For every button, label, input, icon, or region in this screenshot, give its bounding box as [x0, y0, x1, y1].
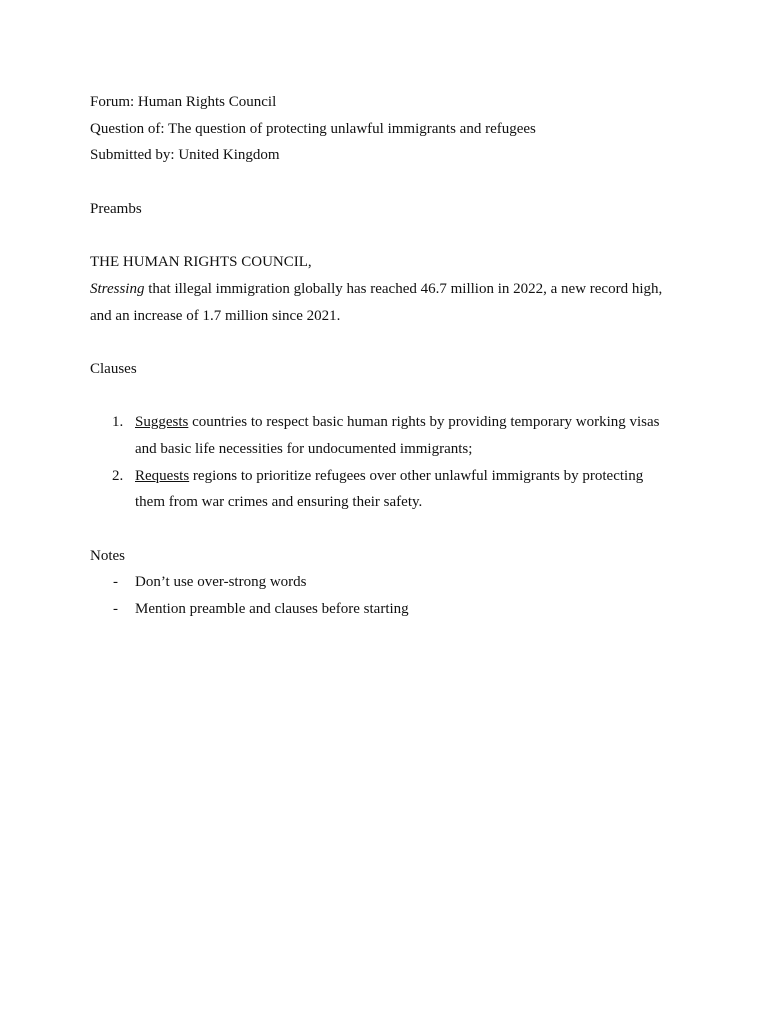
note-bullet: -: [113, 601, 118, 618]
clause-line-1: [135, 463, 690, 490]
stressing-line-1: [90, 276, 690, 303]
clause-number: 1.: [112, 414, 124, 431]
note-item: [90, 569, 690, 596]
notes-heading: Notes: [90, 547, 125, 564]
spacer: [90, 329, 690, 356]
forum-line: Forum: Human Rights Council: [90, 94, 277, 110]
stressing-line-2: and an increase of 1.7 million since 2021.: [90, 307, 341, 324]
note-bullet: -: [113, 574, 118, 591]
clause-keyword: Suggests: [135, 414, 189, 431]
spacer: [90, 383, 690, 410]
stressing-text: that illegal immigration globally has reached 46.7 million in 2022, a new record high,: [144, 280, 663, 297]
clause-text: regions to prioritize refugees over other unlawful immigrants by protecting: [189, 467, 644, 484]
clause-number: 2.: [112, 467, 124, 484]
clause-line-2: and basic life necessities for undocumented immigrants;: [135, 440, 473, 457]
council-heading: THE HUMAN RIGHTS COUNCIL,: [90, 254, 312, 271]
clause-item: [90, 409, 690, 462]
note-item: [90, 596, 690, 623]
document-page: [90, 89, 690, 623]
clauses-heading: Clauses: [90, 360, 137, 377]
clause-keyword: Requests: [135, 467, 190, 484]
preambs-heading: Preambs: [90, 200, 142, 217]
clause-line-2: them from war crimes and ensuring their safety.: [135, 494, 423, 511]
clause-item: [90, 463, 690, 516]
submitted-line: Submitted by: United Kingdom: [90, 147, 280, 164]
clause-line-1: [135, 409, 690, 436]
spacer: [90, 169, 690, 196]
question-line: Question of: The question of protecting unlawful immigrants and refugees: [90, 120, 536, 137]
stressing-keyword: Stressing: [90, 280, 145, 297]
note-text: Mention preamble and clauses before starting: [135, 601, 409, 618]
spacer: [90, 222, 690, 249]
note-text: Don’t use over-strong words: [135, 574, 307, 591]
clause-text: countries to respect basic human rights by providing temporary working visas: [188, 414, 660, 431]
spacer: [90, 516, 690, 543]
